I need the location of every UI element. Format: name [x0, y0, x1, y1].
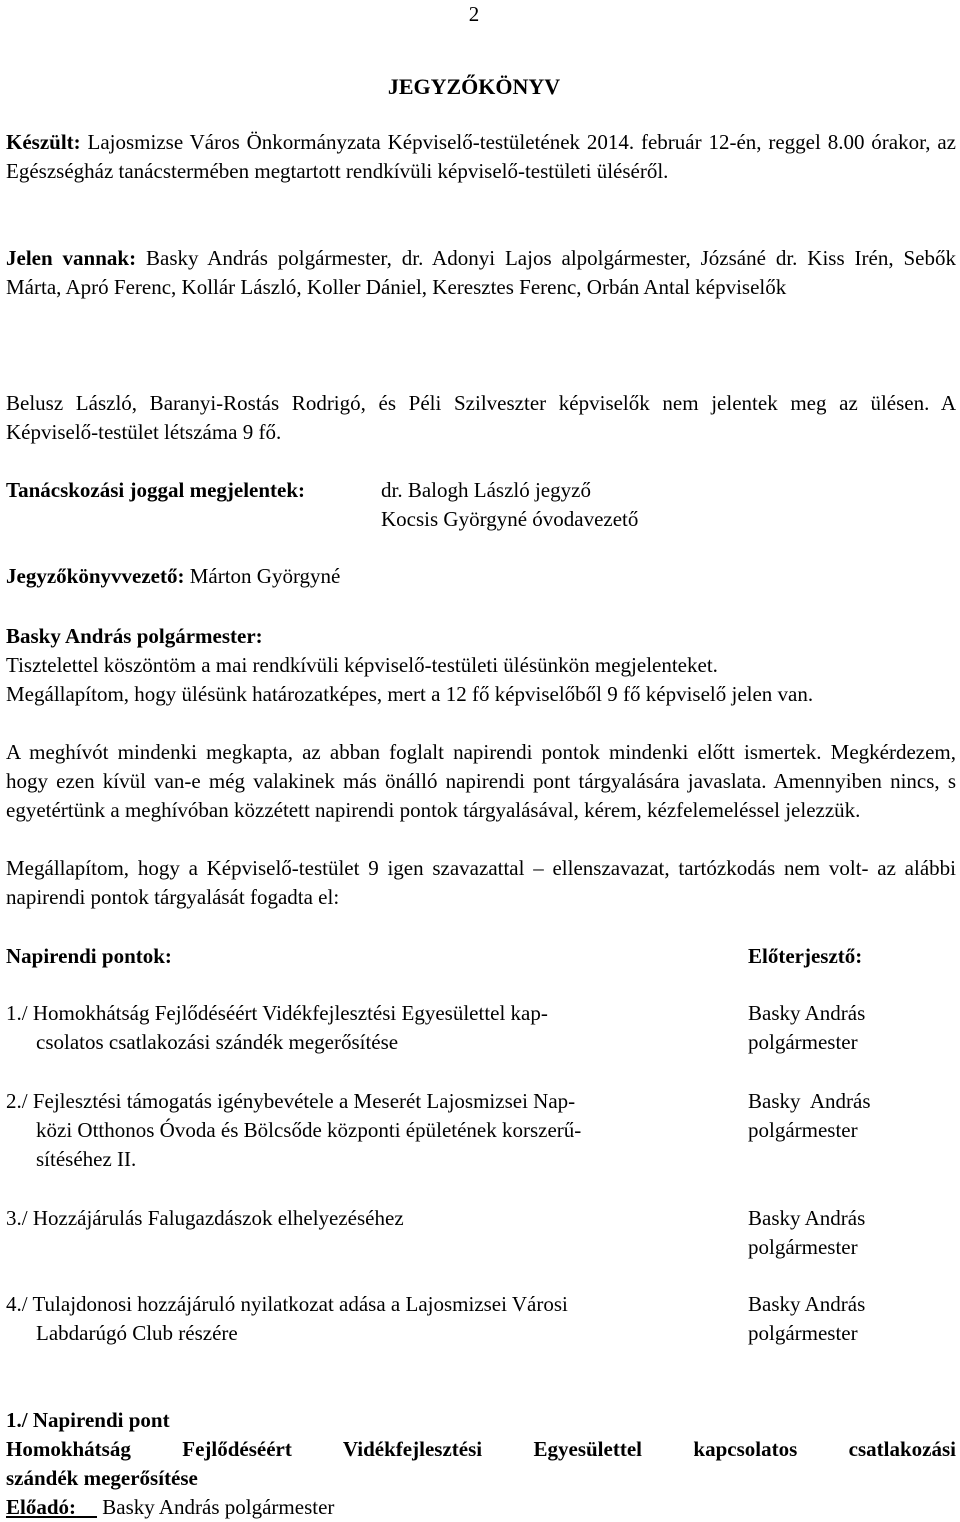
agenda-header-left: Napirendi pontok:	[6, 944, 172, 968]
agenda-item-line: 2./ Fejlesztési támogatás igénybevétele a Meserét Lajosmizsei Nap-	[6, 1089, 576, 1113]
section-subject-line2: szándék megerősítése	[6, 1466, 198, 1490]
presenter-role: polgármester	[748, 1321, 858, 1345]
presenter-label: Előadó:	[6, 1495, 77, 1519]
presenter-name: Basky András	[748, 1089, 871, 1113]
agenda-item-text	[6, 1087, 686, 1174]
section-heading-text: 1./ Napirendi pont	[6, 1408, 170, 1432]
agenda-item-text	[6, 1204, 686, 1233]
document-title: JEGYZŐKÖNYV	[387, 74, 561, 99]
agenda-item-presenter	[748, 999, 956, 1057]
agenda-item-line: 4./ Tulajdonosi hozzájáruló nyilatkozat adása a Lajosmizsei Városi	[6, 1292, 568, 1316]
presenter-name: Basky András	[748, 1206, 866, 1230]
present-label: Jelen vannak:	[6, 246, 137, 270]
presenter-role: polgármester	[748, 1030, 858, 1054]
presenter-role: polgármester	[748, 1235, 858, 1259]
agenda-item-text	[6, 999, 686, 1057]
intro-label: Készült:	[6, 130, 81, 154]
speech-paragraph-3: A meghívót mindenki megkapta, az abban foglalt napirendi pontok mindenki előtt ismertek. Megkérdezem, hogy ezen kívül van-e még valakinek más önálló napirendi pont tárgyalására javaslata. Amennyiben nincs, s egyetértünk a meghívóban közzétett napirendi pontok tárgyalásával, kérem, kézfelemeléssel jelezzük.	[6, 740, 956, 822]
speech-paragraph-1: Tisztelettel köszöntöm a mai rendkívüli képviselő-testületi ülésünkön megjelenteket.	[6, 653, 718, 677]
presenter-name: Basky András	[748, 1001, 866, 1025]
section-subject-line1: Homokhátság Fejlődéséért Vidékfejlesztési Egyesülettel kapcsolatos csatlakozási	[6, 1437, 956, 1461]
speaker-name	[6, 622, 956, 651]
advisory-label: Tanácskozási joggal megjelentek:	[6, 478, 306, 502]
advisory-line2: Kocsis Györgyné óvodavezető	[381, 507, 639, 531]
agenda-header-right: Előterjesztő:	[748, 944, 863, 968]
agenda-item-presenter	[748, 1290, 956, 1348]
recorder-label: Jegyzőkönyvvezető:	[6, 564, 185, 588]
agenda-item-line: csolatos csatlakozási szándék megerősítése	[36, 1030, 399, 1054]
page-number: 2	[468, 2, 480, 26]
advisory-block	[6, 476, 956, 531]
agenda-item-text	[6, 1290, 686, 1348]
intro-text: Lajosmizse Város Önkormányzata Képviselő-testületének 2014. február 12-én, reggel 8.00 órakor, az Egészségház tanácstermében megtartott rendkívüli képviselő-testületi üléséről.	[6, 130, 957, 183]
agenda-item-presenter	[748, 1087, 956, 1145]
speech-paragraph-4: Megállapítom, hogy a Képviselő-testület 9 igen szavazattal – ellenszavazat, tartózkodás nem volt- az alábbi napirendi pontok tárgyalását fogadta el:	[6, 856, 956, 909]
recorder-line	[6, 562, 956, 591]
section-heading	[6, 1406, 956, 1435]
presenter-role: polgármester	[748, 1118, 858, 1142]
agenda-item-line: 1./ Homokhátság Fejlődéséért Vidékfejlesztési Egyesülettel kap-	[6, 1001, 548, 1025]
presenter-value: Basky András polgármester	[102, 1495, 335, 1519]
agenda-item-line: 3./ Hozzájárulás Falugazdászok elhelyezéséhez	[6, 1206, 404, 1230]
agenda-header	[6, 942, 956, 971]
advisory-line1: dr. Balogh László jegyző	[381, 478, 591, 502]
agenda-item-line: közi Otthonos Óvoda és Bölcsőde központi épületének korszerű-	[36, 1118, 582, 1142]
agenda-item-line: Labdarúgó Club részére	[36, 1321, 238, 1345]
agenda-item-presenter	[748, 1204, 956, 1262]
present-paragraph	[6, 244, 956, 302]
speaker-label: Basky András polgármester:	[6, 624, 263, 648]
recorder-name: Márton Györgyné	[189, 564, 341, 588]
agenda-item-line: sítéséhez II.	[36, 1147, 137, 1171]
presenter-name: Basky András	[748, 1292, 866, 1316]
section-presenter	[6, 1493, 956, 1522]
speech-paragraph-2: Megállapítom, hogy ülésünk határozatképes, mert a 12 fő képviselőből 9 fő képviselő jelen van.	[6, 682, 814, 706]
absent-paragraph: Belusz László, Baranyi-Rostás Rodrigó, és Péli Szilveszter képviselők nem jelentek meg az ülésen. A Képviselő-testület létszáma 9 fő.	[6, 391, 956, 444]
intro-paragraph	[6, 128, 956, 186]
present-text: Basky András polgármester, dr. Adonyi Lajos alpolgármester, Józsáné dr. Kiss Irén, Sebők Márta, Apró Ferenc, Kollár László, Koller Dániel, Keresztes Ferenc, Orbán Antal képviselők	[6, 246, 957, 299]
